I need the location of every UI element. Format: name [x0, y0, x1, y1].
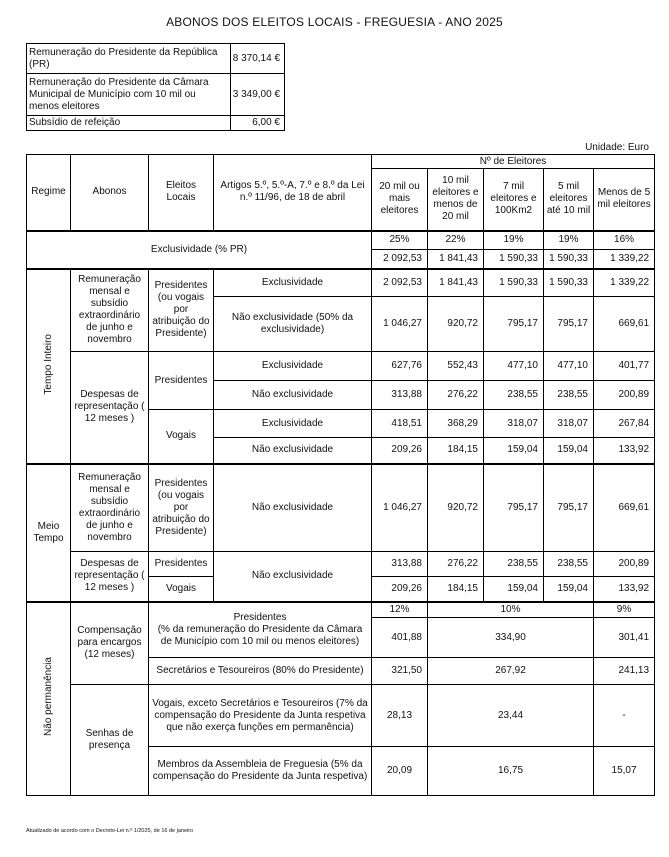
ref-value: 3 349,00 € — [230, 74, 284, 116]
presidentes-label: Presidentes — [149, 352, 214, 410]
header-col: 20 mil ou mais eleitores — [372, 169, 428, 231]
presidentes-title: Presidentes — [233, 611, 287, 623]
exclusividade-row-label: Exclusividade — [214, 269, 372, 297]
value-cell: 276,22 — [428, 552, 484, 577]
value-cell: 159,04 — [544, 438, 594, 464]
value-cell: 1 046,27 — [372, 464, 428, 552]
value-cell: 1 841,43 — [428, 269, 484, 297]
value-cell: 313,88 — [372, 552, 428, 577]
regime-tempo-inteiro — [27, 269, 71, 464]
regime-label: Tempo Inteiro — [42, 333, 54, 395]
pct-cell: 19% — [484, 231, 544, 250]
value-cell: 241,13 — [594, 658, 655, 685]
value-cell: 401,77 — [594, 352, 655, 381]
value-cell: 184,15 — [428, 577, 484, 602]
ref-label: Subsídio de refeição — [27, 116, 231, 131]
page-title: ABONOS DOS ELEITOS LOCAIS - FREGUESIA - ANO 2025 — [166, 15, 503, 29]
value-cell: 276,22 — [428, 381, 484, 410]
value-cell: 23,44 — [428, 685, 594, 747]
header-n-eleitores: Nº de Eleitores — [372, 155, 655, 169]
pct-cell: 19% — [544, 231, 594, 250]
value-cell: 267,92 — [428, 658, 594, 685]
nao-exclusividade-label: Não exclusividade — [214, 464, 372, 552]
pct-cell: 16% — [594, 231, 655, 250]
value-cell: 1 339,22 — [594, 269, 655, 297]
pct-cell: 10% — [428, 602, 594, 618]
regime-nao-permanencia — [27, 602, 71, 796]
value-cell: 627,76 — [372, 352, 428, 381]
value-cell: 238,55 — [544, 552, 594, 577]
presidentes-vogais-label: Presidentes (ou vogais por atribuição do Presidente) — [149, 269, 214, 352]
value-cell: 1 046,27 — [372, 297, 428, 352]
pct-cell: 9% — [594, 602, 655, 618]
vogais-label: Vogais — [149, 577, 214, 602]
value-cell: 15,07 — [594, 747, 655, 796]
value-cell: 2 092,53 — [372, 269, 428, 297]
nao-exclusividade-label: Não exclusividade — [214, 438, 372, 464]
value-cell: 200,89 — [594, 381, 655, 410]
header-abonos: Abonos — [71, 155, 149, 231]
header-col: 5 mil eleitores até 10 mil — [544, 169, 594, 231]
nao-exclusividade-label: Não exclusividade — [214, 552, 372, 602]
value-cell: - — [594, 685, 655, 747]
value-cell: 368,29 — [428, 410, 484, 438]
ref-value: 8 370,14 € — [230, 44, 284, 74]
remuneracao-label: Remuneração mensal e subsídio extraordinário de junho e novembro — [71, 464, 149, 552]
value-cell: 133,92 — [594, 577, 655, 602]
pct-cell: 22% — [428, 231, 484, 250]
value-cell: 1 590,33 — [544, 250, 594, 269]
exclusividade-row-label: Exclusividade — [214, 352, 372, 381]
value-cell: 2 092,53 — [372, 250, 428, 269]
reference-values-table — [26, 43, 285, 131]
vogais-senhas-label: Vogais, exceto Secretários e Tesoureiros (7% da compensação do Presidente da Junta respetiva que não exerça funções em permanência) — [149, 685, 372, 747]
regime-label: Não permanência — [42, 657, 54, 737]
value-cell: 669,61 — [594, 297, 655, 352]
value-cell: 477,10 — [484, 352, 544, 381]
value-cell: 920,72 — [428, 464, 484, 552]
value-cell: 238,55 — [484, 552, 544, 577]
senhas-label: Senhas de presença — [71, 685, 149, 796]
despesas-label: Despesas de representação ( 12 meses ) — [71, 552, 149, 602]
value-cell: 209,26 — [372, 438, 428, 464]
compensacao-label: Compensação para encargos (12 meses) — [71, 602, 149, 685]
allowances-table — [26, 154, 655, 796]
pct-cell: 25% — [372, 231, 428, 250]
value-cell: 1 339,22 — [594, 250, 655, 269]
footnote: Atualizado de acordo com o Decreto-Lei n.º 1/2025, de 16 de janeiro — [26, 828, 194, 834]
header-artigos: Artigos 5.º, 5.º-A, 7.º e 8.º da Lei n.º 11/96, de 18 de abril — [214, 155, 372, 231]
value-cell: 477,10 — [544, 352, 594, 381]
value-cell: 238,55 — [484, 381, 544, 410]
value-cell: 795,17 — [484, 297, 544, 352]
value-cell: 552,43 — [428, 352, 484, 381]
value-cell: 267,84 — [594, 410, 655, 438]
unit-label: Unidade: Euro — [585, 142, 649, 153]
header-col: 7 mil eleitores e 100Km2 — [484, 169, 544, 231]
value-cell: 795,17 — [484, 464, 544, 552]
header-eleitos: Eleitos Locais — [149, 155, 214, 231]
exclusividade-label: Exclusividade (% PR) — [27, 231, 372, 269]
value-cell: 184,15 — [428, 438, 484, 464]
value-cell: 318,07 — [544, 410, 594, 438]
value-cell: 20,09 — [372, 747, 428, 796]
value-cell: 321,50 — [372, 658, 428, 685]
vogais-label: Vogais — [149, 410, 214, 464]
value-cell: 669,61 — [594, 464, 655, 552]
value-cell: 28,13 — [372, 685, 428, 747]
presidentes-label: Presidentes — [149, 552, 214, 577]
despesas-label: Despesas de representação ( 12 meses ) — [71, 352, 149, 464]
nao-exclusividade-50-label: Não exclusividade (50% da exclusividade) — [214, 297, 372, 352]
membros-assembleia-label: Membros da Assembleia de Freguesia (5% da compensação do Presidente da Junta respetiva) — [149, 747, 372, 796]
value-cell: 334,90 — [428, 618, 594, 658]
value-cell: 159,04 — [544, 577, 594, 602]
exclusividade-row-label: Exclusividade — [214, 410, 372, 438]
ref-label: Remuneração do Presidente da República (PR) — [27, 44, 231, 74]
value-cell: 795,17 — [544, 297, 594, 352]
value-cell: 16,75 — [428, 747, 594, 796]
value-cell: 1 590,33 — [484, 269, 544, 297]
presidentes-compensacao-label — [149, 602, 372, 658]
presidentes-desc: (% da remuneração do Presidente da Câmara de Município com 10 mil ou menos eleitores) — [157, 623, 363, 647]
ref-label: Remuneração do Presidente da Câmara Municipal de Município com 10 mil ou menos eleitores — [27, 74, 231, 116]
presidentes-vogais-label: Presidentes (ou vogais por atribuição do Presidente) — [149, 464, 214, 552]
value-cell: 318,07 — [484, 410, 544, 438]
value-cell: 133,92 — [594, 438, 655, 464]
nao-exclusividade-label: Não exclusividade — [214, 381, 372, 410]
value-cell: 418,51 — [372, 410, 428, 438]
value-cell: 920,72 — [428, 297, 484, 352]
pct-cell: 12% — [372, 602, 428, 618]
value-cell: 209,26 — [372, 577, 428, 602]
value-cell: 401,88 — [372, 618, 428, 658]
value-cell: 313,88 — [372, 381, 428, 410]
value-cell: 238,55 — [544, 381, 594, 410]
value-cell: 1 590,33 — [484, 250, 544, 269]
header-col: 10 mil eleitores e menos de 20 mil — [428, 169, 484, 231]
value-cell: 200,89 — [594, 552, 655, 577]
value-cell: 795,17 — [544, 464, 594, 552]
header-col: Menos de 5 mil eleitores — [594, 169, 655, 231]
regime-meio-tempo: Meio Tempo — [27, 464, 71, 602]
value-cell: 159,04 — [484, 438, 544, 464]
remuneracao-label: Remuneração mensal e subsídio extraordinário de junho e novembro — [71, 269, 149, 352]
value-cell: 159,04 — [484, 577, 544, 602]
value-cell: 1 590,33 — [544, 269, 594, 297]
ref-value: 6,00 € — [230, 116, 284, 131]
header-regime: Regime — [27, 155, 71, 231]
value-cell: 1 841,43 — [428, 250, 484, 269]
value-cell: 301,41 — [594, 618, 655, 658]
secretarios-label: Secretários e Tesoureiros (80% do Presidente) — [149, 658, 372, 685]
